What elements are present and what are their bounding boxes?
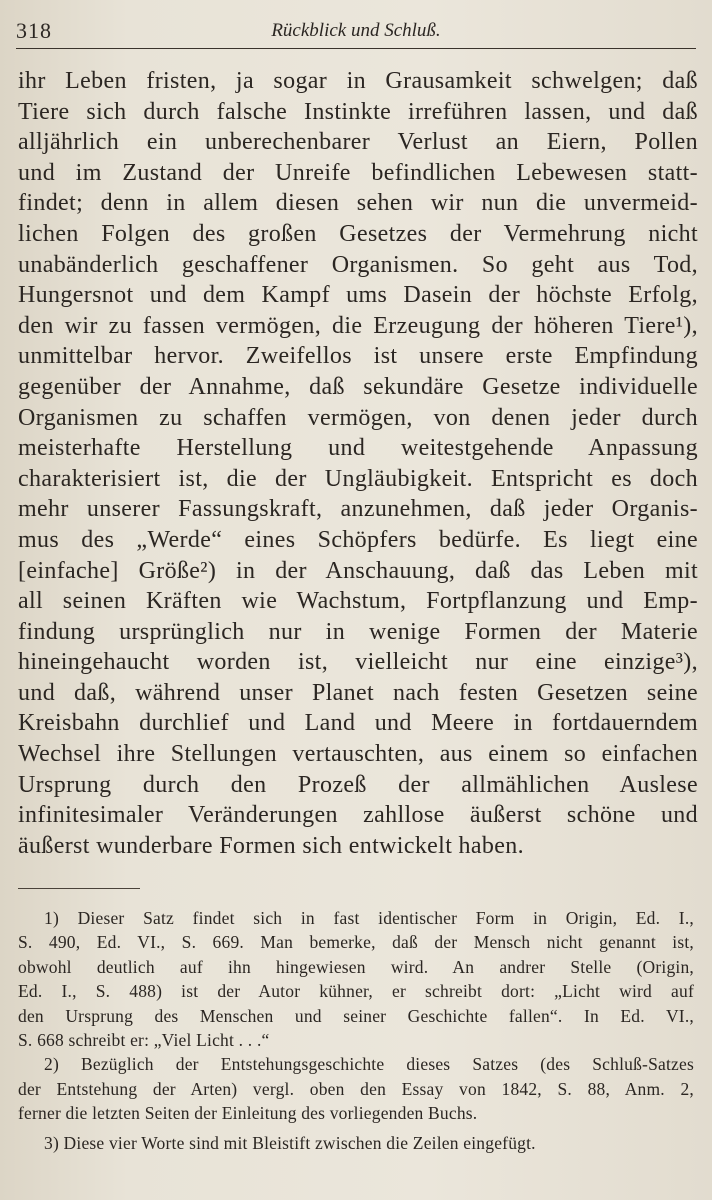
- text-line: mehr unserer Fassungskraft, anzunehmen, daß jeder Organis-: [18, 496, 698, 523]
- text-line: ihr Leben fristen, ja sogar in Grausamkeit schwelgen; daß: [18, 68, 698, 94]
- footnote-line: den Ursprung des Menschen und seiner Geschichte fallen“. In Ed. VI.,: [18, 1005, 694, 1026]
- text-line: äußerst wunderbare Formen sich entwickelt haben.: [18, 832, 524, 859]
- text-line: infinitesimaler Veränderungen zahllose äußerst schöne und: [18, 802, 698, 829]
- main-text: [18, 66, 698, 861]
- text-line: Ursprung durch den Prozeß der allmählichen Auslese: [18, 771, 698, 798]
- footnote-line: S. 490, Ed. VI., S. 669. Man bemerke, daß der Mensch nicht genannt ist,: [18, 932, 694, 953]
- page-number: 318: [16, 18, 52, 43]
- footnote-line: 3) Diese vier Worte sind mit Bleistift zwischen die Zeilen eingefügt.: [44, 1132, 536, 1153]
- footnote-line: 2) Bezüglich der Entstehungsgeschichte dieses Satzes (des Schluß-Satzes: [44, 1054, 694, 1075]
- footnote-line: Ed. I., S. 488) ist der Autor kühner, er schreibt dort: „Licht wird auf: [18, 981, 694, 1002]
- footnote-3: [18, 1131, 694, 1155]
- text-line: alljährlich ein unberechenbarer Verlust an Eiern, Pollen: [18, 129, 698, 156]
- footnote-2: [18, 1052, 694, 1125]
- text-line: charakterisiert ist, die der Ungläubigkeit. Entspricht es doch: [18, 465, 698, 492]
- header-rule: [16, 48, 696, 49]
- text-line: Hungersnot und dem Kampf ums Dasein der höchste Erfolg,: [18, 282, 698, 309]
- text-line: Wechsel ihre Stellungen vertauschten, aus einem so einfachen: [18, 741, 698, 768]
- text-line: und im Zustand der Unreife befindlichen Lebewesen statt-: [18, 159, 698, 186]
- text-line: Tiere sich durch falsche Instinkte irreführen lassen, und daß: [18, 98, 698, 125]
- footnote-line: 1) Dieser Satz findet sich in fast identischer Form in Origin, Ed. I.,: [44, 908, 694, 928]
- footnote-line: S. 668 schreibt er: „Viel Licht . . .“: [18, 1029, 270, 1050]
- text-line: lichen Folgen des großen Gesetzes der Vermehrung nicht: [18, 220, 698, 247]
- text-line: meisterhafte Herstellung und weitestgehende Anpassung: [18, 435, 698, 462]
- text-line: findet; denn in allem diesen sehen wir nun die unvermeid-: [18, 190, 698, 217]
- running-head: Rückblick und Schluß.: [271, 20, 441, 41]
- text-line: den wir zu fassen vermögen, die Erzeugung der höheren Tiere¹),: [18, 312, 698, 339]
- text-line: findung ursprünglich nur in wenige Formen der Materie: [18, 618, 698, 645]
- footnotes: [18, 906, 694, 1155]
- text-line: mus des „Werde“ eines Schöpfers bedürfe. Es liegt eine: [18, 526, 698, 553]
- text-line: [einfache] Größe²) in der Anschauung, daß das Leben mit: [18, 557, 698, 584]
- text-line: und daß, während unser Planet nach festen Gesetzen seine: [18, 679, 698, 706]
- footnote-1: [18, 906, 694, 1052]
- footnote-line: obwohl deutlich auf ihn hingewiesen wird. An andrer Stelle (Origin,: [18, 956, 694, 977]
- text-line: unabänderlich geschaffener Organismen. So geht aus Tod,: [18, 251, 698, 278]
- text-line: hineingehaucht worden ist, vielleicht nur eine einzige³),: [18, 649, 698, 676]
- footnote-rule: [18, 888, 140, 889]
- text-line: Organismen zu schaffen vermögen, von denen jeder durch: [18, 404, 698, 431]
- text-line: gegenüber der Annahme, daß sekundäre Gesetze individuelle: [18, 373, 698, 400]
- footnote-line: der Entstehung der Arten) vergl. oben den Essay von 1842, S. 88, Anm. 2,: [18, 1078, 694, 1099]
- text-line: all seinen Kräften wie Wachstum, Fortpflanzung und Emp-: [18, 588, 698, 615]
- text-line: Kreisbahn durchlief und Land und Meere in fortdauerndem: [18, 710, 698, 737]
- page-header: [14, 16, 698, 44]
- footnote-line: ferner die letzten Seiten der Einleitung des vorliegenden Buchs.: [18, 1103, 478, 1124]
- text-line: unmittelbar hervor. Zweifellos ist unsere erste Empfindung: [18, 343, 698, 370]
